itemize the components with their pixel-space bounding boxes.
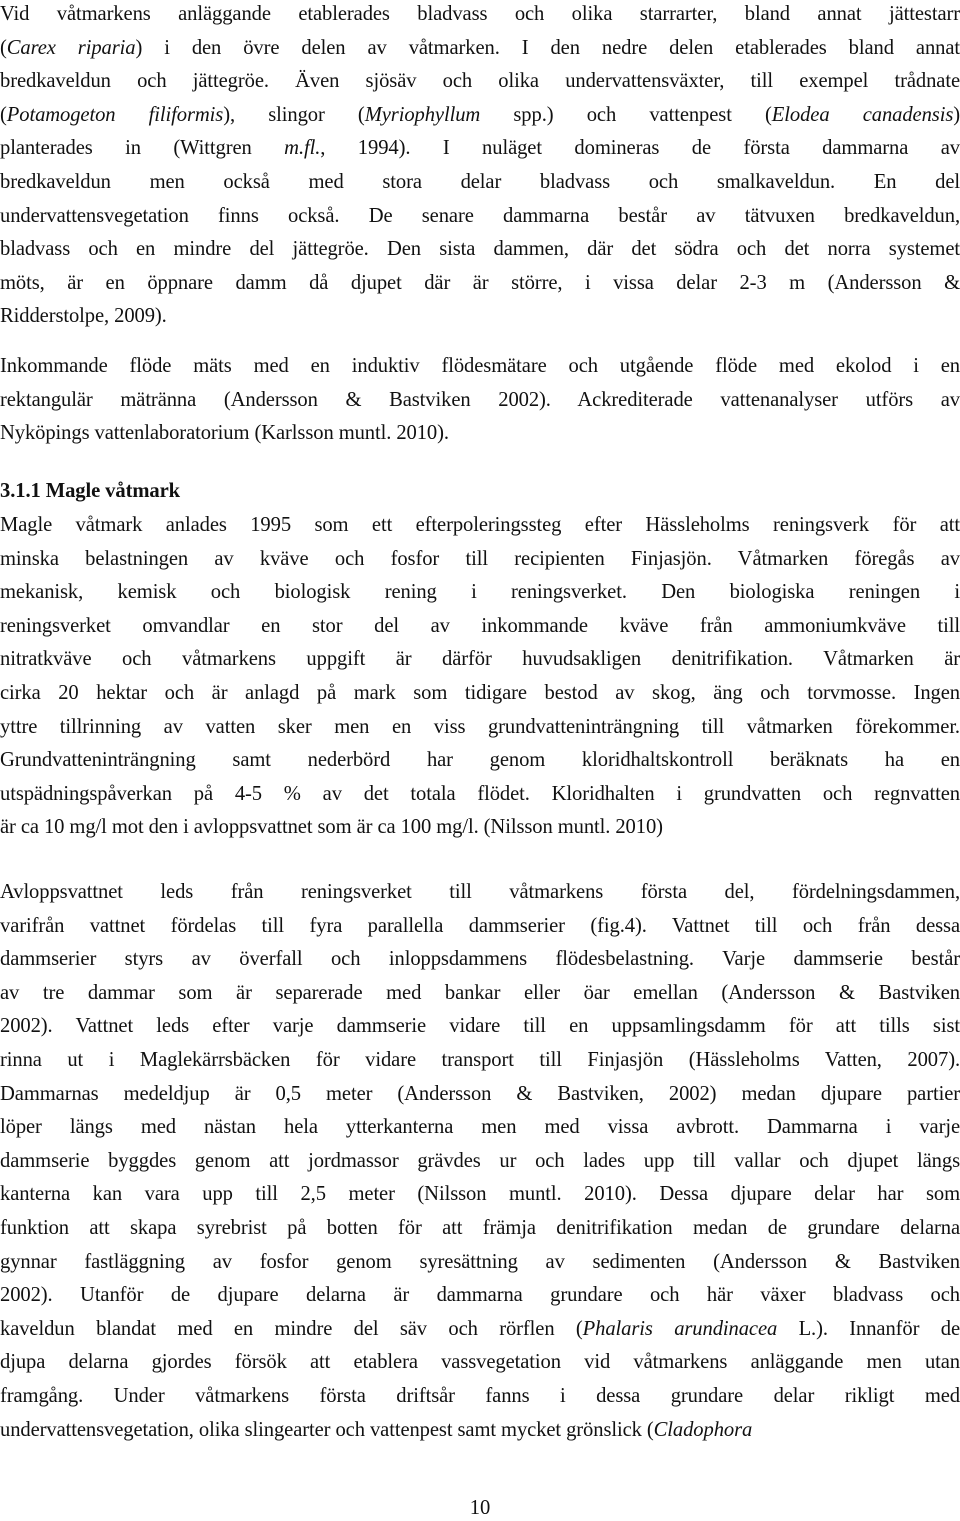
text-run: Nyköpings vattenlaboratorium (Karlsson muntl. 2010). [0, 422, 449, 445]
text-run: cirka 20 hektar och är anlagd på mark som tidigare bestod av skog, äng och torvmosse. Ingen [0, 681, 960, 704]
text-run: rinna ut i Maglekärrsbäcken för vidare transport till Finjasjön (Hässleholms Vatten, 2007). [0, 1048, 960, 1071]
text-run: nitratkväve och våtmarkens uppgift är därför huvudsakligen denitrifikation. Våtmarken är [0, 648, 960, 671]
text-line [0, 576, 960, 610]
text-line [0, 300, 960, 334]
text-line [0, 677, 960, 711]
text-line [0, 977, 960, 1011]
text-run: reningsverket omvandlar en stor del av inkommande kväve från ammoniumkväve till [0, 614, 960, 637]
text-run: djupa delarna gjordes försök att etablera vassvegetation vid våtmarkens anläggande men utan [0, 1351, 960, 1374]
text-run: kanterna kan vara upp till 2,5 meter (Nilsson muntl. 2010). Dessa djupare delar har som [0, 1183, 960, 1206]
text-line [0, 1414, 960, 1448]
text-line [0, 384, 960, 418]
italic-text: Potamogeton filiformis [6, 103, 224, 126]
text-run: undervattensvegetation, olika slingearter och vattenpest samt mycket grönslick ( [0, 1418, 654, 1441]
text-run: Dammarnas medeldjup är 0,5 meter (Andersson & Bastviken, 2002) medan djupare partier [0, 1082, 960, 1105]
text-run: möts, är en öppnare damm då djupet där är större, i vissa delar 2-3 m (Andersson & [0, 271, 960, 294]
text-line [0, 509, 960, 543]
paragraph-flow-measurement [0, 350, 960, 451]
text-run: yttre tillrinning av vatten sker men en viss grundvatteninträngning till våtmarken förekommer. [0, 715, 960, 738]
text-line [0, 1313, 960, 1347]
text-line [0, 1111, 960, 1145]
text-line [0, 166, 960, 200]
text-line [0, 1380, 960, 1414]
text-run: rektangulär mätränna (Andersson & Bastviken 2002). Ackrediterade vattenanalyser utförs av [0, 388, 960, 411]
text-run: ), slingor ( [223, 103, 365, 126]
text-line [0, 1010, 960, 1044]
text-run: ) [953, 103, 960, 126]
text-run: L.). Innanför de [777, 1317, 960, 1340]
text-run: utspädningspåverkan på 4-5 % av det totala flödet. Kloridhalten i grundvatten och regnvatten [0, 782, 960, 805]
text-line [0, 1145, 960, 1179]
text-line [0, 943, 960, 977]
text-line [0, 200, 960, 234]
text-run: Ridderstolpe, 2009). [0, 305, 167, 328]
text-run: gynnar fastläggning av fosfor genom syresättning av sedimenten (Andersson & Bastviken [0, 1250, 960, 1273]
text-run: varifrån vattnet fördelas till fyra parallella dammserier (fig.4). Vattnet till och från dessa [0, 914, 960, 937]
text-line [0, 350, 960, 384]
text-run: undervattensvegetation finns också. De senare dammarna består av tätvuxen bredkaveldun, [0, 204, 960, 227]
text-line [0, 643, 960, 677]
text-run: av tre dammar som är separerade med bankar eller öar emellan (Andersson & Bastviken [0, 981, 960, 1004]
text-line [0, 417, 960, 451]
text-run: Inkommande flöde mäts med en induktiv flödesmätare och utgående flöde med ekolod i en [0, 355, 960, 377]
text-line [0, 233, 960, 267]
text-run: ( [0, 103, 7, 126]
text-run: Grundvatteninträngning samt nederbörd har genom kloridhaltskontroll beräknats ha en [0, 749, 960, 772]
italic-text: Phalaris arundinacea [582, 1317, 778, 1340]
text-line [0, 1279, 960, 1313]
text-line [0, 0, 960, 32]
text-line [0, 1246, 960, 1280]
text-run: Vid våtmarkens anläggande etablerades bladvass och olika starrarter, bland annat jättestarr [0, 3, 960, 25]
italic-text: m.fl. [284, 137, 321, 160]
italic-text: Elodea canadensis [771, 103, 954, 126]
text-line [0, 1078, 960, 1112]
text-line [0, 1044, 960, 1078]
text-run: kaveldun blandat med en mindre del säv och rörflen ( [0, 1317, 583, 1340]
text-run: 2002). Utanför de djupare delarna är dammarna grundare och här växer bladvass och [0, 1284, 960, 1307]
text-line [0, 132, 960, 166]
paragraph-magle-wetland [0, 509, 960, 845]
text-line [0, 811, 960, 845]
text-run: bredkaveldun och jättegröe. Även sjösäv och olika undervattensväxter, till exempel trådnate [0, 70, 960, 93]
text-line [0, 610, 960, 644]
text-run: planterades in (Wittgren [0, 137, 285, 160]
text-run: bredkaveldun men också med stora delar bladvass och smalkaveldun. En del [0, 170, 960, 193]
italic-text: Carex riparia [6, 36, 136, 59]
italic-text: Cladophora [653, 1418, 753, 1441]
text-line [0, 711, 960, 745]
text-line [0, 910, 960, 944]
text-run: dammserier styrs av överfall och inloppsdammens flödesbelastning. Varje dammserie består [0, 948, 960, 971]
page-number: 10 [469, 1497, 491, 1519]
text-line [0, 32, 960, 66]
text-run: mekanisk, kemisk och biologisk rening i reningsverket. Den biologiska reningen i [0, 581, 960, 604]
text-line [0, 1178, 960, 1212]
paragraph-wastewater-distribution [0, 876, 960, 1447]
text-run: ) i den övre delen av våtmarken. I den nedre delen etablerades bland annat [135, 36, 960, 59]
text-run: dammserie byggdes genom att jordmassor grävdes ur och lades upp till vallar och djupet längs [0, 1149, 960, 1172]
text-run: spp.) och vattenpest ( [480, 103, 772, 126]
text-run: 2002). Vattnet leds efter varje dammserie vidare till en uppsamlingsdamm för att tills sist [0, 1015, 960, 1038]
text-run: minska belastningen av kväve och fosfor till recipienten Finjasjön. Våtmarken föregås av [0, 547, 960, 570]
text-run: löper längs med nästan hela ytterkanterna men med vissa avbrott. Dammarna i varje [0, 1116, 960, 1139]
text-line [0, 1346, 960, 1380]
text-run: Avloppsvattnet leds från reningsverket till våtmarkens första del, fördelningsdammen, [0, 881, 960, 903]
text-run: bladvass och en mindre del jättegröe. Den sista dammen, där det södra och det norra systemet [0, 238, 960, 261]
paragraph-wetland-vegetation [0, 0, 960, 334]
text-line [0, 543, 960, 577]
text-run: funktion att skapa syrebrist på botten för att främja denitrifikation medan de grundare delarna [0, 1216, 960, 1239]
text-line [0, 876, 960, 910]
text-line [0, 1212, 960, 1246]
text-run: , 1994). I nuläget domineras de första dammarna av [320, 137, 960, 160]
text-line [0, 267, 960, 301]
text-run: framgång. Under våtmarkens första driftsår fanns i dessa grundare delar rikligt med [0, 1384, 960, 1407]
section-heading: 3.1.1 Magle våtmark [0, 480, 180, 502]
text-line [0, 99, 960, 133]
text-line [0, 65, 960, 99]
text-run: Magle våtmark anlades 1995 som ett efterpoleringssteg efter Hässleholms reningsverk för att [0, 514, 960, 536]
italic-text: Myriophyllum [364, 103, 481, 126]
text-line [0, 778, 960, 812]
text-run: är ca 10 mg/l mot den i avloppsvattnet som är ca 100 mg/l. (Nilsson muntl. 2010) [0, 816, 663, 839]
text-run: ( [0, 36, 7, 59]
text-line [0, 744, 960, 778]
